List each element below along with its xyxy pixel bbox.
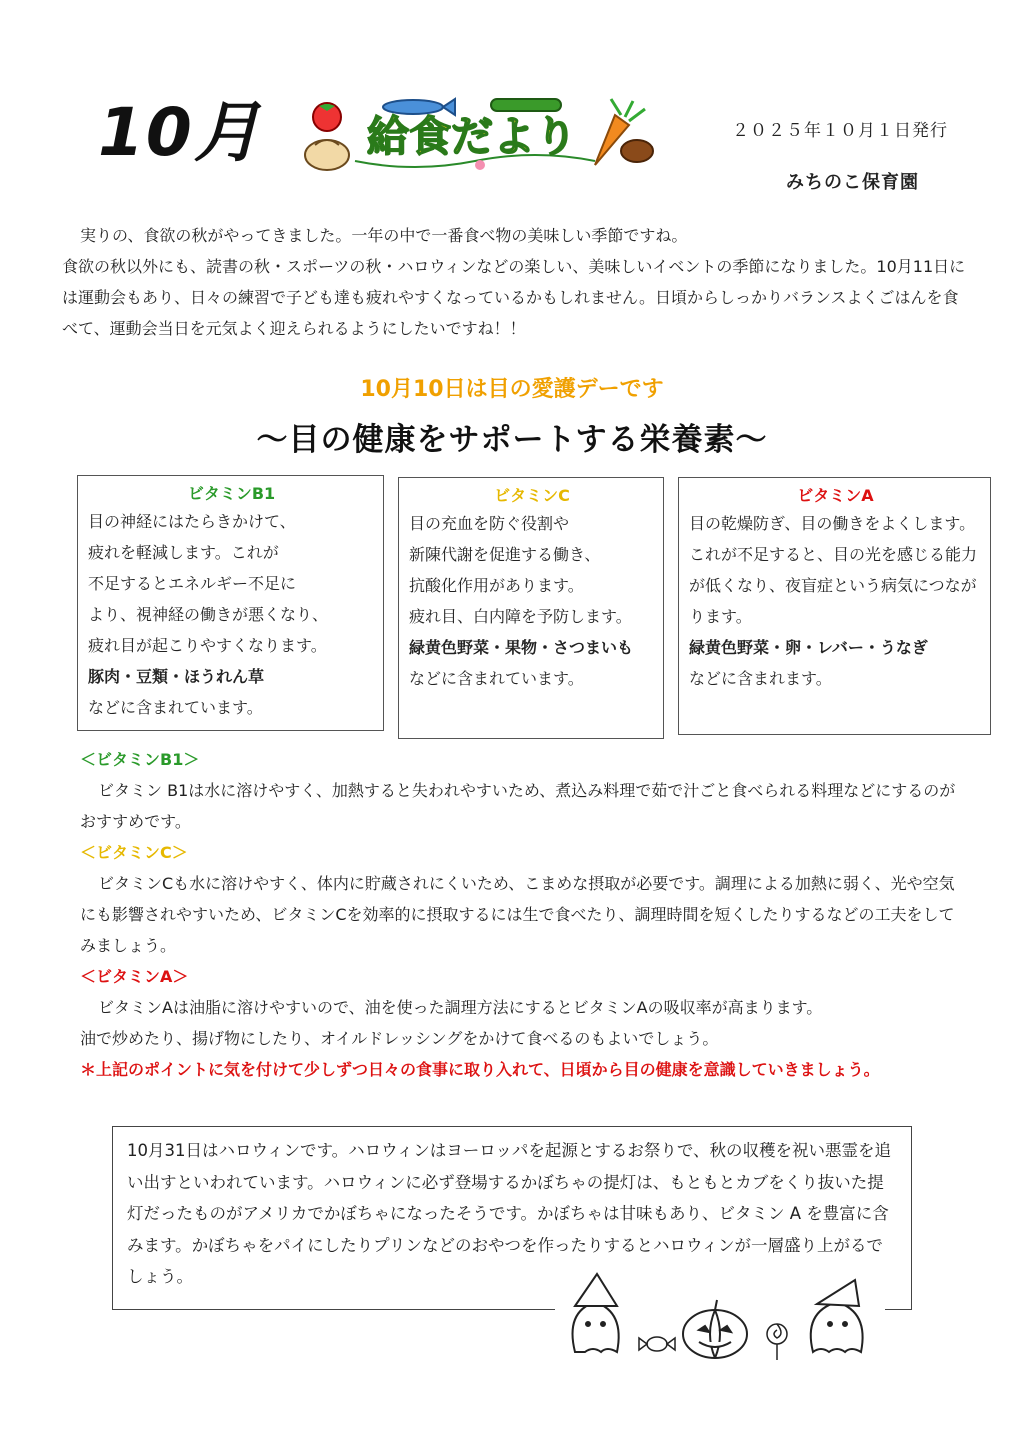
eye-day-title: 10月10日は目の愛護デーです xyxy=(360,377,664,402)
ghost-icon xyxy=(811,1280,863,1352)
vitamin-a-box xyxy=(678,477,991,735)
note-c-heading: ＜ビタミンC＞ xyxy=(80,843,188,862)
month-title: 10月 xyxy=(98,94,262,171)
intro-paragraph-2: 食欲の秋以外にも、読書の秋・スポーツの秋・ハロウィンなどの楽しい、美味しいイベントの季節になりました。10月11日には運動会もあり、日々の練習で子ども達も疲れやすくなっているかもしれません。日頃からしっかりバランスよくごはんを食べて、運動会当日を元気よく迎えられるようにしたいですね！！ xyxy=(62,257,966,338)
vitamin-b1-line: より、視神経の働きが悪くなり、 xyxy=(88,605,329,624)
vitamin-b1-foods: 豚肉・豆類・ほうれん草 xyxy=(88,667,265,686)
newsletter-logo xyxy=(295,95,655,175)
note-a-heading: ＜ビタミンA＞ xyxy=(80,967,189,986)
vitamin-b1-line: 不足するとエネルギー不足に xyxy=(88,574,297,593)
note-warning: ＊上記のポイントに気を付けて少しずつ日々の食事に取り入れて、日頃から目の健康を意識していきましょう。 xyxy=(80,1060,880,1079)
vitamin-b1-title: ビタミンB1 xyxy=(187,484,276,503)
vitamin-b1-line: 目の神経にはたらきかけて、 xyxy=(88,512,296,531)
halloween-text: 10月31日はハロウィンです。ハロウィンはヨーロッパを起源とするお祭りで、秋の収穫を祝い悪霊を追い出すといわれています。ハロウィンに必ず登場するかぼちゃの提灯は、もともとカブをくり抜いた提灯だったものがアメリカでかぼちゃになったそうです。かぼちゃは甘味もあり、ビタミン A を豊富に含みます。かぼちゃをパイにしたりプリンなどのおやつを作ったりするとハロウィンが一層盛り上がるでしょう。 xyxy=(127,1141,892,1286)
vitamin-c-line: 疲れ目、白内障を予防します。 xyxy=(409,607,632,626)
note-c-text: ビタミンCも水に溶けやすく、体内に貯蔵されにくいため、こまめな摂取が必要です。調理による加熱に弱く、光や空気にも影響されやすいため、ビタミンCを効率的に摂取するには生で食べたり、調理時間を短くしたりするなどの工夫をしてみましょう。 xyxy=(80,874,955,955)
school-name: みちのこ保育園 xyxy=(786,172,919,193)
vitamin-c-line: 目の充血を防ぐ役割や xyxy=(409,514,570,533)
note-a-text-1: ビタミンAは油脂に溶けやすいので、油を使った調理方法にするとビタミンAの吸収率が高まります。 xyxy=(98,998,823,1017)
vitamin-c-title: ビタミンC xyxy=(494,486,570,505)
vitamin-b1-line: 疲れ目が起こりやすくなります。 xyxy=(88,636,327,655)
ghost-icon xyxy=(573,1274,619,1352)
note-b1-heading: ＜ビタミンB1＞ xyxy=(80,750,200,769)
vitamin-a-tail: などに含まれます。 xyxy=(689,669,832,688)
vitamin-c-line: 抗酸化作用があります。 xyxy=(409,576,584,595)
vitamin-c-tail: などに含まれています。 xyxy=(409,669,584,688)
vitamin-c-line: 新陳代謝を促進する働き、 xyxy=(409,545,601,564)
vitamin-b1-line: 疲れを軽減します。これが xyxy=(88,543,279,562)
logo-text: 給食だより xyxy=(367,112,578,161)
note-b1-text: ビタミン B1は水に溶けやすく、加熱すると失われやすいため、煮込み料理で茹で汁ごと食べられる料理などにするのがおすすめです。 xyxy=(80,781,956,831)
intro-section xyxy=(62,220,967,344)
issue-date: ２０２５年１０月１日発行 xyxy=(732,121,948,141)
halloween-illustration xyxy=(555,1272,885,1362)
vitamin-notes xyxy=(80,744,970,1085)
vitamin-b1-box xyxy=(77,475,384,731)
vitamin-c-foods: 緑黄色野菜・果物・さつまいも xyxy=(409,638,634,657)
nutrient-headline: ～目の健康をサポートする栄養素～ xyxy=(256,422,768,458)
vitamin-a-line: これが不足すると、目の光を感じる能力が低くなり、夜盲症という病気につながります。 xyxy=(689,545,978,626)
note-a-text-2: 油で炒めたり、揚げ物にしたり、オイルドレッシングをかけて食べるのもよいでしょう。 xyxy=(80,1029,719,1048)
vitamin-a-title: ビタミンA xyxy=(797,486,874,505)
vitamin-b1-tail: などに含まれています。 xyxy=(88,698,263,717)
vitamin-a-foods: 緑黄色野菜・卵・レバー・うなぎ xyxy=(689,638,928,657)
intro-line-1: 実りの、食欲の秋がやってきました。一年の中で一番食べ物の美味しい季節ですね。 xyxy=(80,226,688,245)
vitamin-a-line: 目の乾燥防ぎ、目の働きをよくします。 xyxy=(689,514,976,533)
vitamin-c-box xyxy=(398,477,664,739)
